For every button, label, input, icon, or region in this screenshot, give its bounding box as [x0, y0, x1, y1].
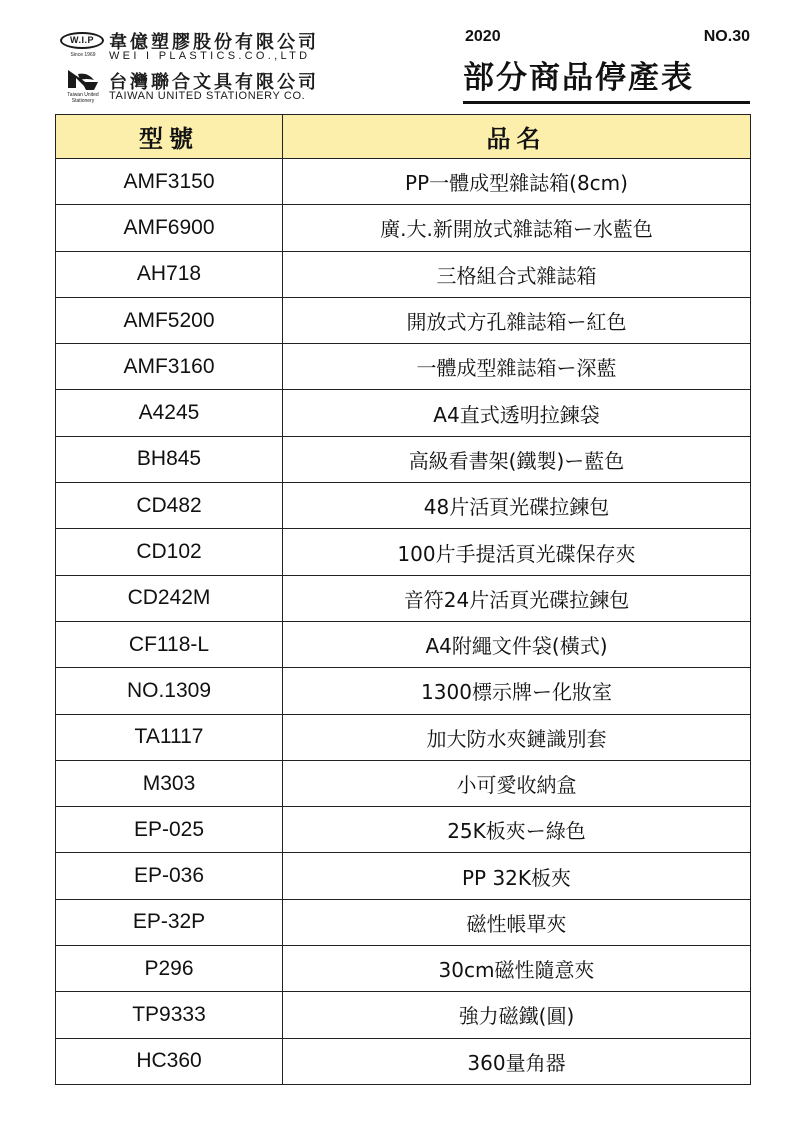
table-row: [56, 159, 751, 205]
cell-model: EP-036: [56, 853, 283, 899]
cell-product-name: 三格組合式雜誌箱: [283, 251, 751, 297]
cell-model: A4245: [56, 390, 283, 436]
cell-product-name: 開放式方孔雜誌箱ー紅色: [283, 297, 751, 343]
column-header-model: 型號: [56, 115, 283, 159]
cell-model: M303: [56, 760, 283, 806]
cell-product-name: 30cm磁性隨意夾: [283, 946, 751, 992]
cell-product-name: 強力磁鐵(圓): [283, 992, 751, 1038]
cell-model: EP-32P: [56, 899, 283, 945]
cell-model: TA1117: [56, 714, 283, 760]
tus-logo-caption: Taiwan United Stationery: [67, 92, 99, 104]
subsidiary-name-zh: 台灣聯合文具有限公司: [109, 72, 319, 93]
cell-model: AMF3160: [56, 344, 283, 390]
cell-product-name: 100片手提活頁光碟保存夾: [283, 529, 751, 575]
table-row: [56, 390, 751, 436]
cell-model: BH845: [56, 436, 283, 482]
notice-year: 2020: [465, 28, 501, 45]
table-row: [56, 899, 751, 945]
company-row-tus: [60, 68, 360, 108]
table-row: [56, 297, 751, 343]
table-row: [56, 992, 751, 1038]
table-row: [56, 853, 751, 899]
table-row: [56, 807, 751, 853]
page-header: [0, 0, 800, 110]
cell-model: AH718: [56, 251, 283, 297]
cell-product-name: PP一體成型雜誌箱(8cm): [283, 159, 751, 205]
subsidiary-name-en: TAIWAN UNITED STATIONERY CO.: [109, 90, 306, 102]
table-row: [56, 529, 751, 575]
table-header-row: [56, 115, 751, 159]
cell-product-name: 1300標示牌ー化妝室: [283, 668, 751, 714]
cell-model: CD482: [56, 483, 283, 529]
cell-model: CF118-L: [56, 621, 283, 667]
cell-model: AMF3150: [56, 159, 283, 205]
cell-model: HC360: [56, 1038, 283, 1084]
cell-model: EP-025: [56, 807, 283, 853]
table-row: [56, 760, 751, 806]
cell-product-name: 高級看書架(鐵製)ー藍色: [283, 436, 751, 482]
wip-logo-since: Since 1969: [70, 52, 96, 58]
table-row: [56, 714, 751, 760]
company-row-wip: [60, 28, 360, 68]
table-row: [56, 205, 751, 251]
cell-model: AMF5200: [56, 297, 283, 343]
table-row: [56, 483, 751, 529]
company-name-zh: 韋億塑膠股份有限公司: [109, 32, 319, 53]
cell-product-name: 48片活頁光碟拉鍊包: [283, 483, 751, 529]
cell-product-name: 廣.大.新開放式雜誌箱ー水藍色: [283, 205, 751, 251]
column-header-name: 品名: [283, 115, 751, 159]
table-row: [56, 436, 751, 482]
notice-number: NO.30: [703, 28, 750, 45]
discontinued-products-table: [55, 114, 751, 1085]
company-block: [60, 28, 360, 108]
cell-product-name: 磁性帳單夾: [283, 899, 751, 945]
table-body: [56, 159, 751, 1085]
cell-product-name: 一體成型雜誌箱ー深藍: [283, 344, 751, 390]
cell-model: TP9333: [56, 992, 283, 1038]
cell-model: P296: [56, 946, 283, 992]
cell-model: CD242M: [56, 575, 283, 621]
cell-product-name: PP 32K板夾: [283, 853, 751, 899]
cell-model: NO.1309: [56, 668, 283, 714]
cell-product-name: A4附繩文件袋(橫式): [283, 621, 751, 667]
table-row: [56, 946, 751, 992]
table-row: [56, 251, 751, 297]
cell-product-name: 360量角器: [283, 1038, 751, 1084]
cell-product-name: A4直式透明拉鍊袋: [283, 390, 751, 436]
table-row: [56, 621, 751, 667]
table-row: [56, 668, 751, 714]
cell-model: AMF6900: [56, 205, 283, 251]
cell-model: CD102: [56, 529, 283, 575]
table-row: [56, 575, 751, 621]
company-name-en: WEI I PLASTICS.CO.,LTD: [109, 50, 311, 62]
wip-logo: W.I.P: [60, 32, 104, 49]
table-row: [56, 344, 751, 390]
cell-product-name: 小可愛收納盒: [283, 760, 751, 806]
table-row: [56, 1038, 751, 1084]
cell-product-name: 音符24片活頁光碟拉鍊包: [283, 575, 751, 621]
cell-product-name: 25K板夾ー綠色: [283, 807, 751, 853]
page-title: 部分商品停產表: [463, 52, 750, 104]
cell-product-name: 加大防水夾鏈識別套: [283, 714, 751, 760]
